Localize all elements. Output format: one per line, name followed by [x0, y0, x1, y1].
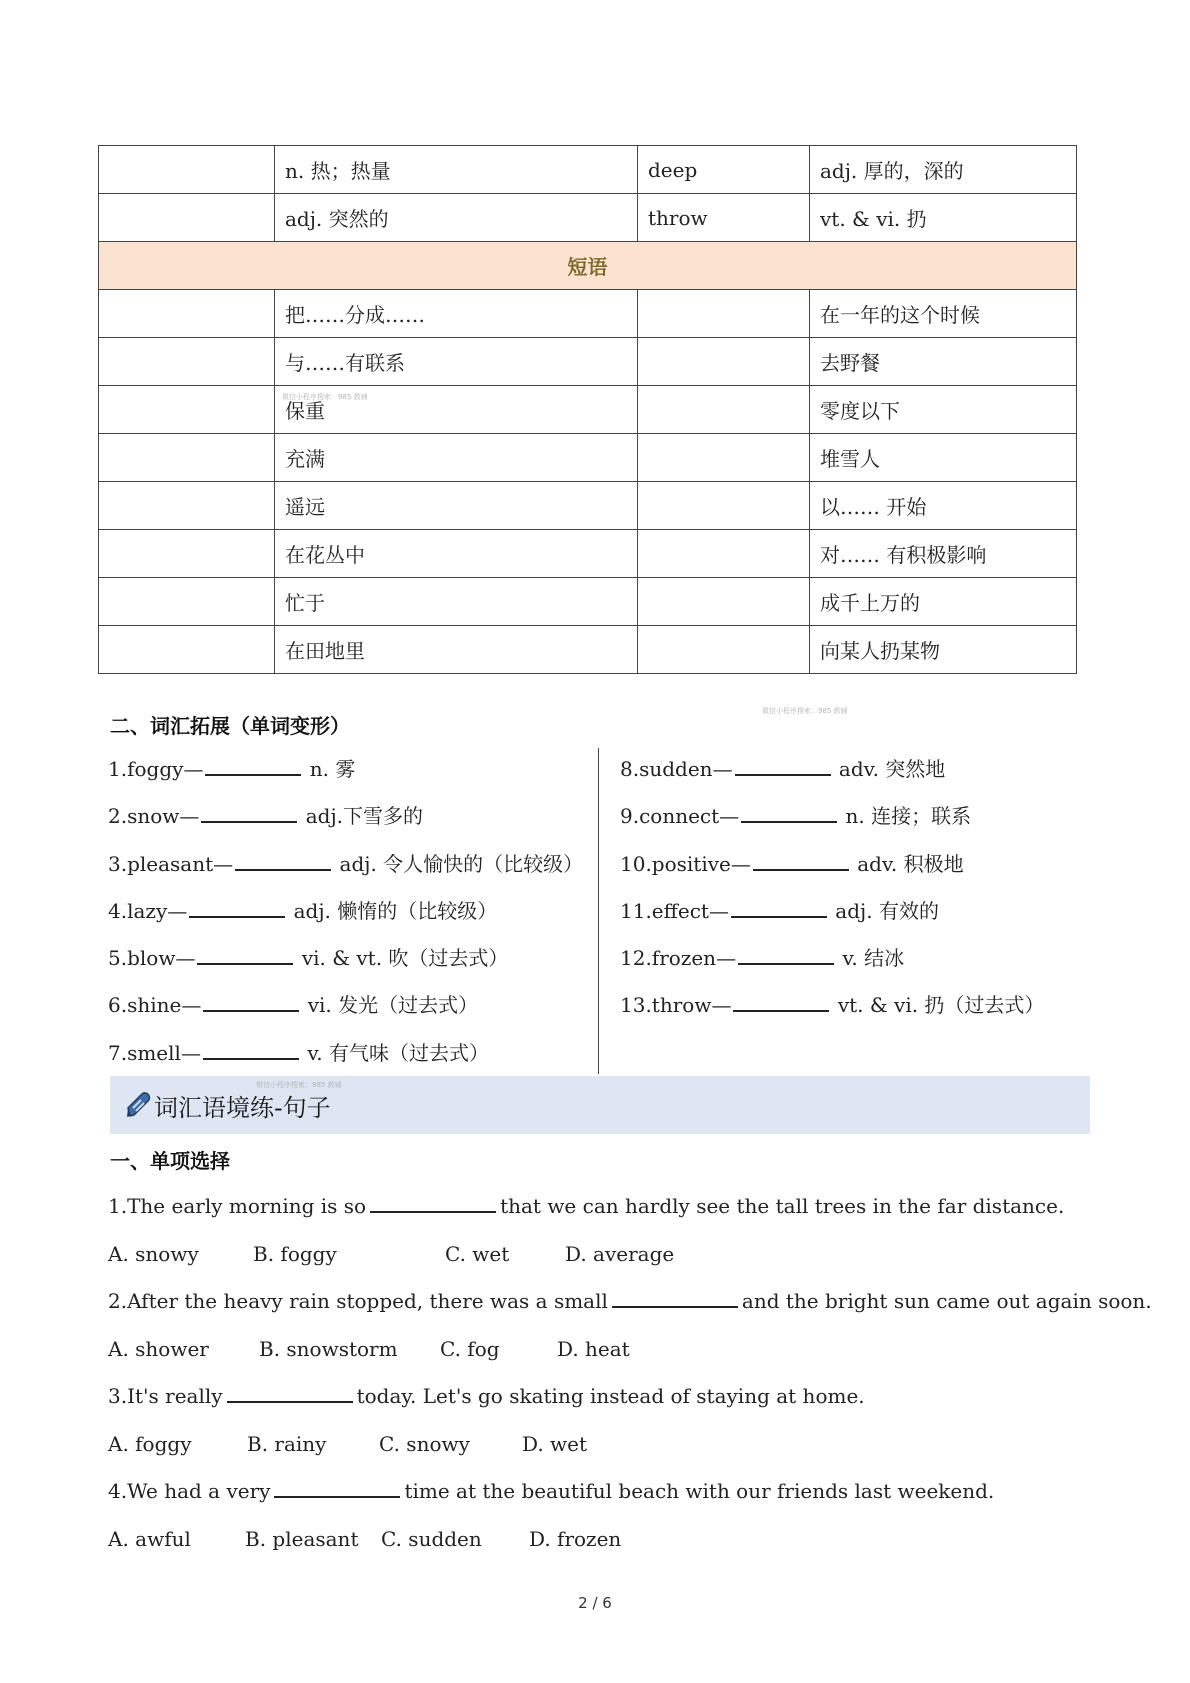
phrase-cell: 对…… 有积极影响 — [810, 530, 1077, 578]
phrase-cell: 充满 — [275, 434, 638, 482]
answer-blank[interactable] — [738, 945, 834, 965]
word-cell — [99, 338, 275, 386]
dash: — — [711, 993, 732, 1018]
question-options — [108, 1519, 1088, 1567]
dash: — — [719, 804, 740, 829]
phrase-cell: 保重 — [275, 386, 638, 434]
word-cell — [99, 626, 275, 674]
word-cell — [638, 626, 810, 674]
word-cell — [99, 290, 275, 338]
expansion-hint: adj. 懒惰的（比较级） — [293, 898, 498, 923]
question-stem — [108, 1186, 1088, 1234]
expansion-word: 6.shine — [108, 993, 182, 1018]
dash: — — [716, 946, 737, 971]
option-b[interactable]: B. snowstorm — [259, 1336, 398, 1361]
answer-blank[interactable] — [201, 803, 297, 823]
expansion-item — [108, 984, 583, 1031]
word-cell — [99, 530, 275, 578]
question-list — [108, 1186, 1152, 1566]
table-row — [99, 482, 1077, 530]
expansion-item — [620, 843, 1044, 890]
expansion-left-column — [108, 748, 583, 1079]
answer-blank[interactable] — [612, 1288, 738, 1308]
option-b[interactable]: B. pleasant — [245, 1526, 359, 1551]
word-cell — [638, 482, 810, 530]
word-cell — [99, 578, 275, 626]
word-cell — [638, 386, 810, 434]
option-a[interactable]: A. snowy — [108, 1241, 199, 1266]
table-row — [99, 530, 1077, 578]
stem-before: 1.The early morning is so — [108, 1194, 367, 1218]
answer-blank[interactable] — [189, 898, 285, 918]
question-stem — [108, 1376, 1088, 1424]
section-label: 短语 — [99, 242, 1077, 290]
dash: — — [167, 898, 188, 923]
phrase-cell: 向某人扔某物 — [810, 626, 1077, 674]
word-cell — [99, 386, 275, 434]
option-c[interactable]: C. fog — [440, 1336, 500, 1361]
table-row — [99, 626, 1077, 674]
expansion-hint: adv. 突然地 — [838, 757, 946, 781]
expansion-word: 5.blow — [108, 946, 176, 971]
expansion-word: 2.snow — [108, 804, 180, 829]
table-row — [99, 434, 1077, 482]
stem-before: 3.It's really — [108, 1384, 223, 1408]
dash: — — [708, 898, 729, 923]
expansion-heading: 二、词汇拓展（单词变形） — [110, 714, 350, 738]
question-options — [108, 1424, 1088, 1472]
table-row — [99, 386, 1077, 434]
table-row — [99, 146, 1077, 194]
expansion-item — [108, 843, 583, 890]
option-b[interactable]: B. foggy — [253, 1241, 337, 1266]
word-cell — [638, 290, 810, 338]
column-divider — [598, 748, 599, 1074]
phrase-cell: 遥远 — [275, 482, 638, 530]
expansion-right-column — [620, 748, 1044, 1032]
option-c[interactable]: C. sudden — [381, 1526, 482, 1551]
phrase-cell: 在一年的这个时候 — [810, 290, 1077, 338]
expansion-word: 4.lazy — [108, 898, 168, 923]
watermark: 微信小程序搜索：985 教辅 — [282, 393, 368, 401]
vocab-table — [98, 145, 1077, 674]
expansion-word: 13.throw — [620, 993, 712, 1018]
expansion-hint: adj. 令人愉快的（比较级） — [339, 851, 584, 876]
watermark: 微信小程序搜索：985 教辅 — [256, 1081, 342, 1089]
option-a[interactable]: A. shower — [108, 1336, 209, 1361]
dash: — — [712, 757, 733, 781]
expansion-word: 11.effect — [620, 898, 709, 923]
answer-blank[interactable] — [235, 851, 331, 871]
expansion-hint: v. 有气味（过去式） — [307, 1040, 489, 1065]
answer-blank[interactable] — [203, 992, 299, 1012]
expansion-word: 8.sudden — [620, 757, 713, 781]
table-row — [99, 578, 1077, 626]
answer-blank[interactable] — [227, 1383, 353, 1403]
expansion-item — [620, 748, 1044, 795]
phrase-cell: 以…… 开始 — [810, 482, 1077, 530]
word-cell — [99, 194, 275, 242]
question-options — [108, 1234, 1088, 1282]
option-d[interactable]: D. average — [565, 1241, 675, 1266]
word-cell — [638, 530, 810, 578]
option-a[interactable]: A. awful — [108, 1526, 191, 1551]
expansion-word: 10.positive — [620, 851, 731, 876]
table-row — [99, 194, 1077, 242]
expansion-item — [620, 937, 1044, 984]
expansion-item — [108, 890, 583, 937]
expansion-word: 3.pleasant — [108, 851, 214, 876]
expansion-item — [108, 1032, 583, 1079]
expansion-hint: adv. 积极地 — [857, 851, 964, 876]
expansion-item — [108, 795, 583, 842]
dash: — — [175, 946, 196, 971]
vocab-table-body — [99, 146, 1077, 674]
dash: — — [213, 851, 234, 876]
phrase-cell: 去野餐 — [810, 338, 1077, 386]
expansion-hint: v. 结冰 — [842, 946, 905, 971]
option-d[interactable]: D. frozen — [529, 1526, 622, 1551]
phrase-cell: 与……有联系 — [275, 338, 638, 386]
answer-blank[interactable] — [203, 1040, 299, 1060]
word-cell — [99, 146, 275, 194]
question-stem — [108, 1471, 1088, 1519]
expansion-item — [620, 795, 1044, 842]
answer-blank[interactable] — [735, 756, 831, 776]
option-a[interactable]: A. foggy — [108, 1431, 192, 1456]
expansion-hint: adj.下雪多的 — [305, 804, 424, 829]
expansion-hint: vt. & vi. 扔（过去式） — [837, 993, 1045, 1018]
phrase-cell: 堆雪人 — [810, 434, 1077, 482]
meaning-cell: adj. 厚的，深的 — [810, 146, 1077, 194]
answer-blank[interactable] — [274, 1478, 400, 1498]
expansion-word: 1.foggy — [108, 757, 184, 781]
meaning-cell: adj. 突然的 — [275, 194, 638, 242]
question-stem — [108, 1281, 1152, 1329]
expansion-word: 9.connect — [620, 804, 720, 829]
single-choice-heading: 一、单项选择 — [110, 1149, 230, 1173]
meaning-cell: n. 热；热量 — [275, 146, 638, 194]
phrase-cell: 在田地里 — [275, 626, 638, 674]
expansion-hint: vi. & vt. 吹（过去式） — [301, 946, 509, 971]
stem-before: 2.After the heavy rain stopped, there was a small — [108, 1289, 608, 1313]
table-row — [99, 290, 1077, 338]
stem-after: today. Let's go skating instead of staying at home. — [356, 1384, 865, 1408]
dash: — — [183, 757, 204, 781]
question-options — [108, 1329, 1088, 1377]
expansion-item — [620, 984, 1044, 1031]
word-cell — [638, 338, 810, 386]
dash: — — [179, 804, 200, 829]
stem-after: and the bright sun came out again soon. — [741, 1289, 1152, 1313]
phrase-cell: 忙于 — [275, 578, 638, 626]
page-number: 2 / 6 — [578, 1594, 612, 1612]
expansion-word: 7.smell — [108, 1040, 181, 1065]
answer-blank[interactable] — [733, 992, 829, 1012]
expansion-hint: n. 连接；联系 — [845, 804, 972, 829]
answer-blank[interactable] — [741, 803, 837, 823]
word-cell — [99, 482, 275, 530]
expansion-item — [108, 748, 583, 795]
phrase-cell: 把……分成…… — [275, 290, 638, 338]
answer-blank[interactable] — [205, 756, 301, 776]
expansion-hint: vi. 发光（过去式） — [307, 993, 479, 1018]
answer-blank[interactable] — [731, 898, 827, 918]
expansion-item — [620, 890, 1044, 937]
expansion-hint: adj. 有效的 — [835, 898, 939, 923]
table-section-row — [99, 242, 1077, 290]
phrase-cell: 零度以下 — [810, 386, 1077, 434]
word-cell — [99, 434, 275, 482]
word-cell: throw — [638, 194, 810, 242]
answer-blank[interactable] — [753, 851, 849, 871]
option-d[interactable]: D. wet — [522, 1431, 588, 1456]
banner-title: 词汇语境练-句子 — [154, 1094, 331, 1122]
pen-icon — [124, 1090, 152, 1120]
option-c[interactable]: C. snowy — [379, 1431, 470, 1456]
phrase-cell: 在花丛中 — [275, 530, 638, 578]
option-d[interactable]: D. heat — [557, 1336, 630, 1361]
dash: — — [730, 851, 751, 876]
expansion-word: 12.frozen — [620, 946, 717, 971]
stem-after: time at the beautiful beach with our friends last weekend. — [404, 1479, 995, 1503]
option-c[interactable]: C. wet — [445, 1241, 510, 1266]
dash: — — [181, 993, 202, 1018]
meaning-cell: vt. & vi. 扔 — [810, 194, 1077, 242]
phrase-cell: 成千上万的 — [810, 578, 1077, 626]
expansion-item — [108, 937, 583, 984]
answer-blank[interactable] — [197, 945, 293, 965]
expansion-hint: n. 雾 — [309, 757, 356, 781]
dash: — — [180, 1040, 201, 1065]
word-expansion — [98, 748, 1096, 1074]
answer-blank[interactable] — [370, 1193, 496, 1213]
stem-after: that we can hardly see the tall trees in the far distance. — [500, 1194, 1065, 1218]
word-cell: deep — [638, 146, 810, 194]
option-b[interactable]: B. rainy — [247, 1431, 327, 1456]
watermark: 微信小程序搜索：985 教辅 — [762, 707, 848, 715]
stem-before: 4.We had a very — [108, 1479, 271, 1503]
word-cell — [638, 434, 810, 482]
table-row — [99, 338, 1077, 386]
word-cell — [638, 578, 810, 626]
